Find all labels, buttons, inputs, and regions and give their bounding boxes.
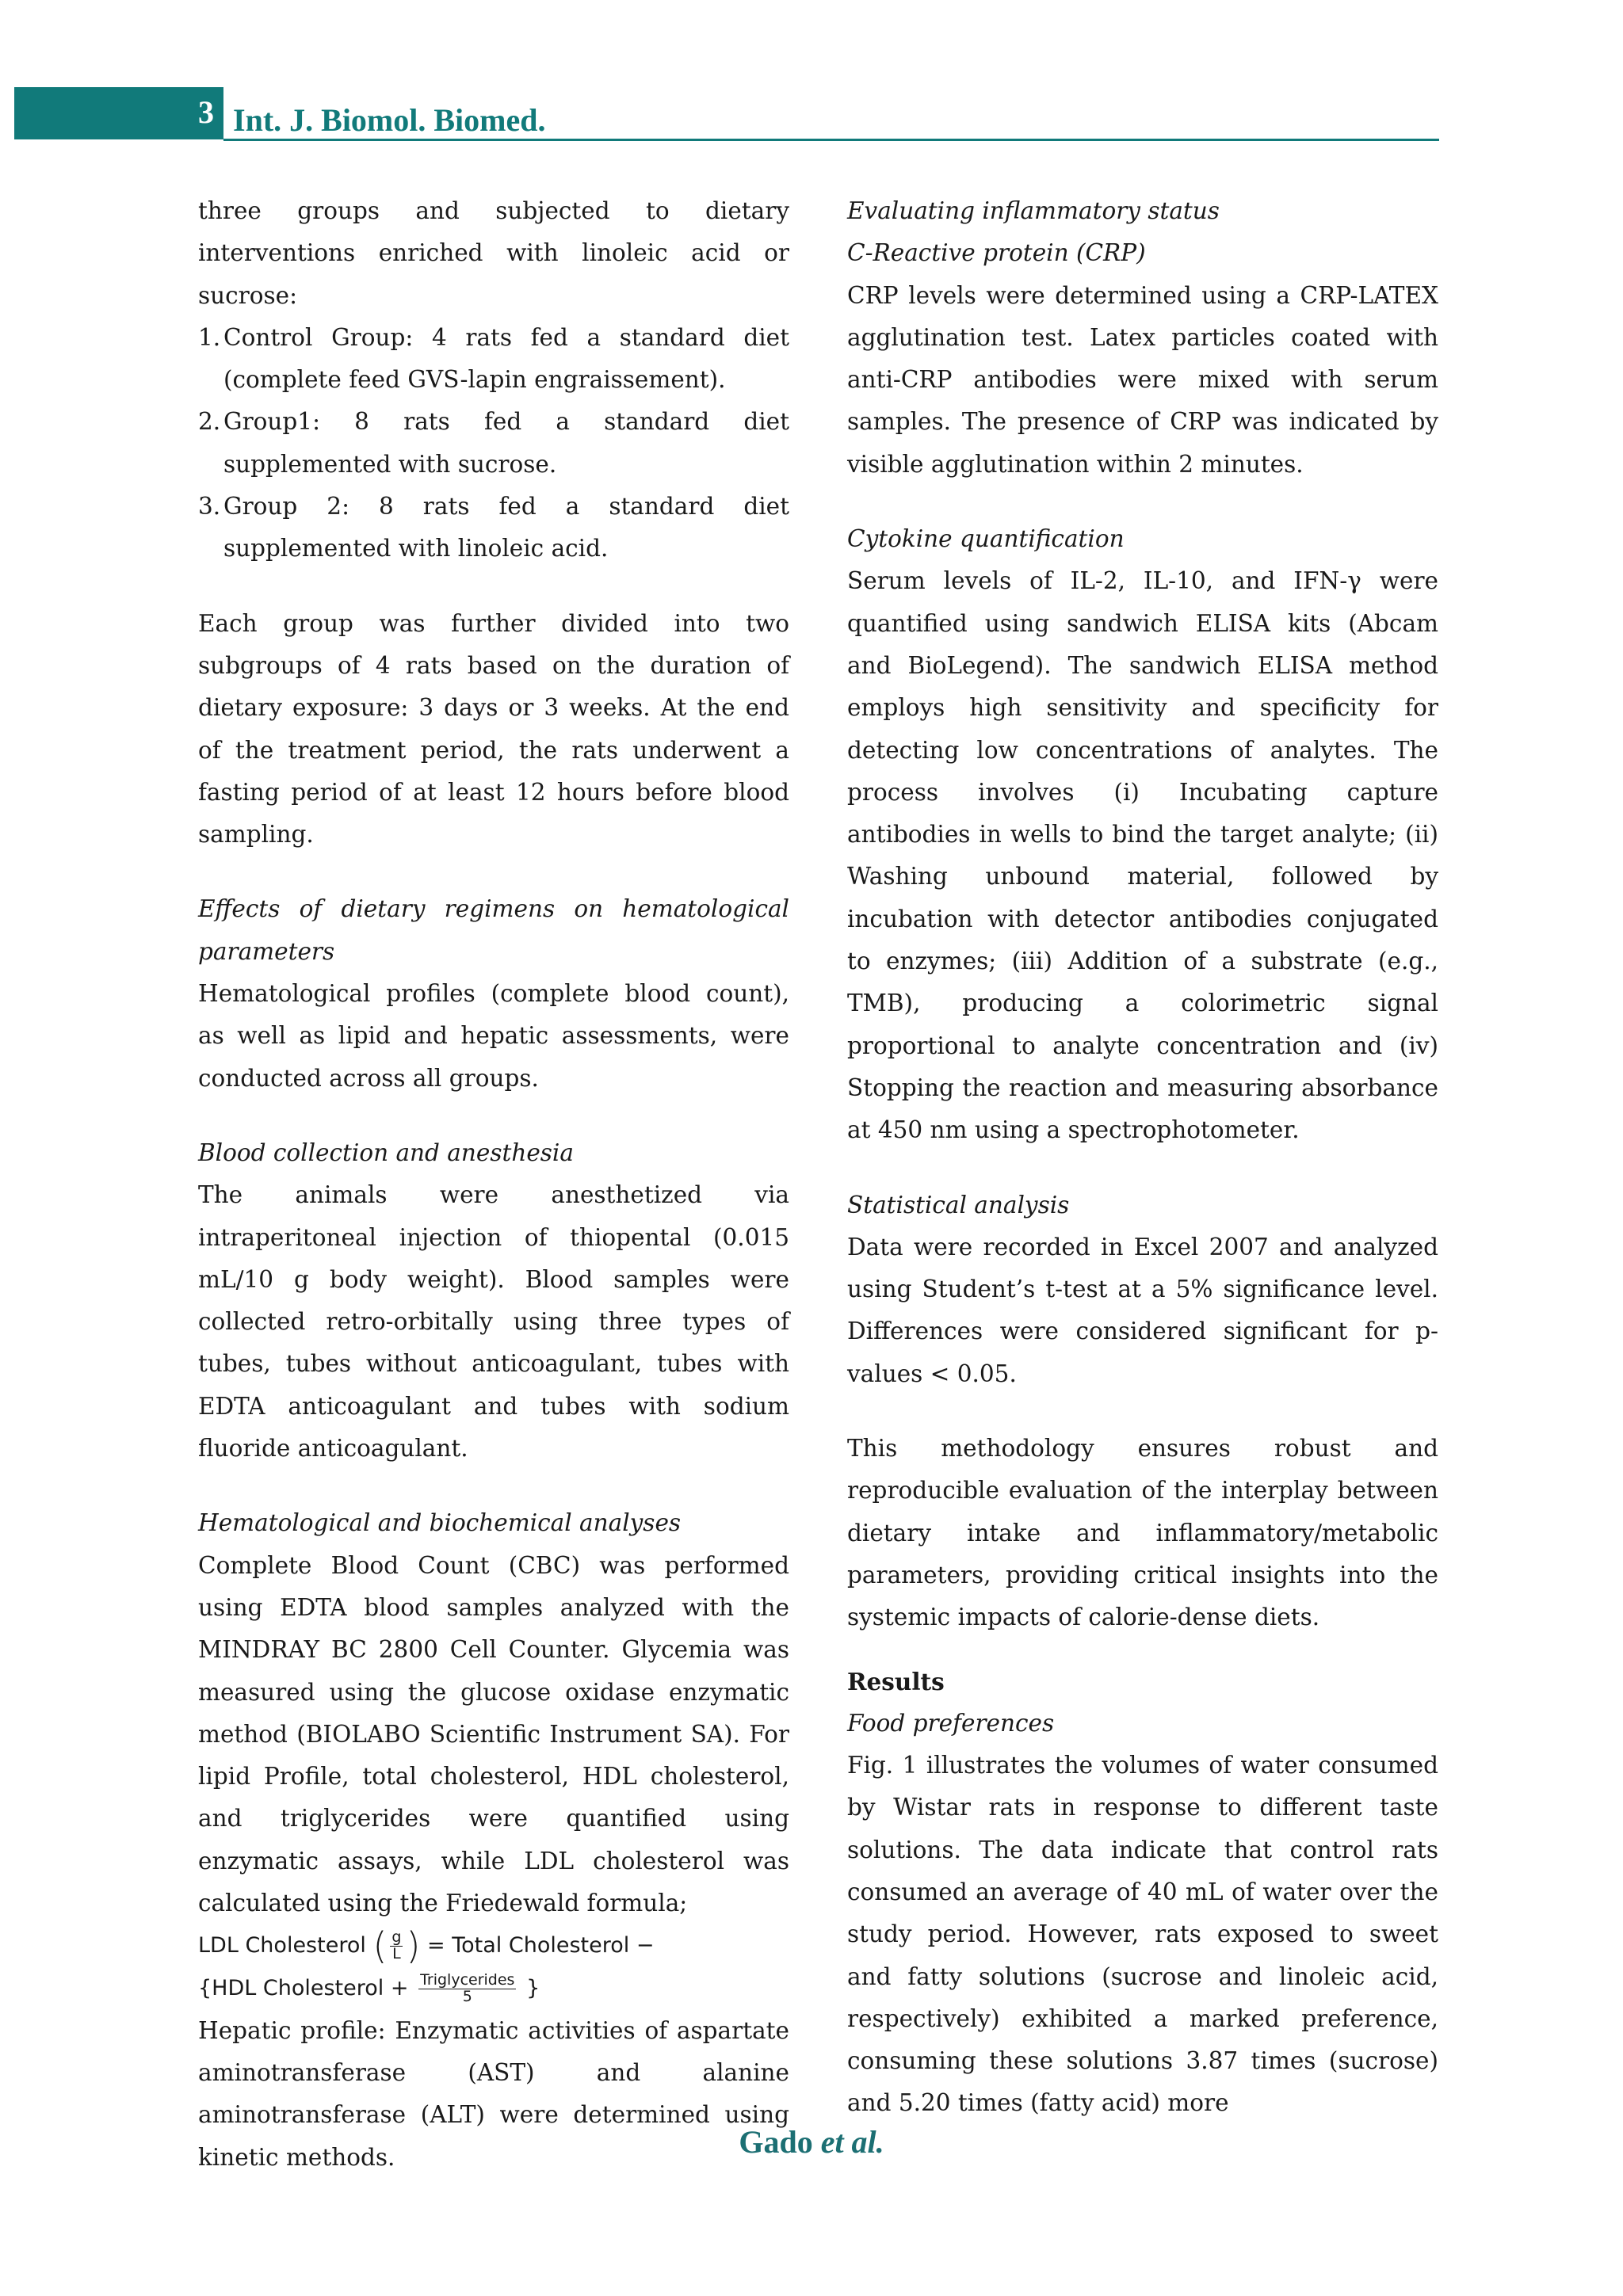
subsection-heading: Food preferences [847,1709,1055,1737]
page-number: 3 [198,94,214,130]
section-heading: Cytokine quantification [847,525,1125,553]
results-heading: Results [847,1667,945,1695]
ldl-formula: LDL Cholesterol ( $\frac{g}{L}$ ) = Total Cholesterol − {HDL Cholesterol + $\frac{\text{Triglycerides}}{5}$ } [198,1924,655,2006]
section-heading: Effects of dietary regimens on hematological parameters [198,895,789,965]
footer-authors: Gado [739,2124,813,2160]
blood-paragraph: The animals were anesthetized via intraperitoneal injection of thiopental (0.015 mL/10 g body weight). Blood samples were collected retro-orbitally using three types of tubes, tubes without anticoagulant, tubes with EDTA anticoagulant and tubes with sodium fluoride anticoagulant. [198,1181,789,1463]
food-preferences-paragraph: Fig. 1 illustrates the volumes of water consumed by Wistar rats in response to different taste solutions. The data indicate that control rats consumed an average of 40 mL of water over the study period. However, rats exposed to sweet and fatty solutions (sucrose and linoleic acid, respectively) exhibited a marked preference, consuming these solutions 3.87 times (sucrose) and 5.20 times (fatty acid) more [847,1752,1438,2117]
list-item: 1. Control Group: 4 rats fed a standard diet (complete feed GVS-lapin engraissement). [198,323,789,394]
subgroups-paragraph: Each group was further divided into two subgroups of 4 rats based on the duration of dietary exposure: 3 days or 3 weeks. At the end of the treatment period, the rats underwent a fasting period of at least 12 hours before blood sampling. [198,609,789,849]
crp-paragraph: CRP levels were determined using a CRP-LATEX agglutination test. Latex particles coated with anti-CRP antibodies were mixed with serum samples. The presence of CRP was indicated by visible agglutination within 2 minutes. [847,281,1438,478]
list-item: 3. Group 2: 8 rats fed a standard diet supplemented with linoleic acid. [198,493,789,563]
journal-title: Int. J. Biomol. Biomed. [233,102,546,138]
page-header [14,87,1439,143]
analyses-paragraph: Complete Blood Count (CBC) was performed using EDTA blood samples analyzed with the MINDRAY BC 2800 Cell Counter. Glycemia was measured using the glucose oxidase enzymatic method (BIOLABO Scientific Instrument SA). For lipid Profile, total cholesterol, HDL cholesterol, and triglycerides were quantified using enzymatic assays, while LDL cholesterol was calculated using the Friedewald formula; [198,1551,789,1917]
intro-paragraph: three groups and subjected to dietary interventions enriched with linoleic acid or sucrose: [198,197,789,309]
header-rule [223,139,1439,141]
section-heading: Blood collection and anesthesia [198,1138,574,1166]
effects-paragraph: Hematological profiles (complete blood count), as well as lipid and hepatic assessments, were conducted across all groups. [198,980,789,1092]
page-footer [0,2123,1623,2161]
section-heading: Evaluating inflammatory status [847,197,1220,224]
footer-etal: et al. [820,2124,884,2160]
cytokine-paragraph: Serum levels of IL-2, IL-10, and IFN-γ were quantified using sandwich ELISA kits (Abcam and BioLegend). The sandwich ELISA method employs high sensitivity and specificity for detecting low concentrations of analytes. The process involves (i) Incubating capture antibodies in wells to bind the target analyte; (ii) Washing unbound material, followed by incubation with detector antibodies conjugated to enzymes; (iii) Addition of a substrate (e.g., TMB), producing a colorimetric signal proportional to analyte concentration and (iv) Stopping the reaction and measuring absorbance at 450 nm using a spectrophotometer. [847,567,1438,1144]
section-heading: Hematological and biochemical analyses [198,1509,682,1537]
list-item: 2. Group1: 8 rats fed a standard diet supplemented with sucrose. [198,408,789,478]
methodology-paragraph: This methodology ensures robust and reproducible evaluation of the interplay between dietary intake and inflammatory/metabolic parameters, providing critical insights into the systemic impacts of calorie-dense diets. [847,1435,1438,1631]
subsection-heading: C-Reactive protein (CRP) [847,239,1146,267]
statistics-paragraph: Data were recorded in Excel 2007 and analyzed using Student’s t-test at a 5% significance level. Differences were considered significant for p-values < 0.05. [847,1233,1438,1387]
hepatic-paragraph: Hepatic profile: Enzymatic activities of aspartate aminotransferase (AST) and alanine aminotransferase (ALT) were determined using kinetic methods. [198,2016,789,2171]
section-heading: Statistical analysis [847,1191,1070,1219]
right-column [847,190,1438,2125]
left-column [198,190,789,2179]
